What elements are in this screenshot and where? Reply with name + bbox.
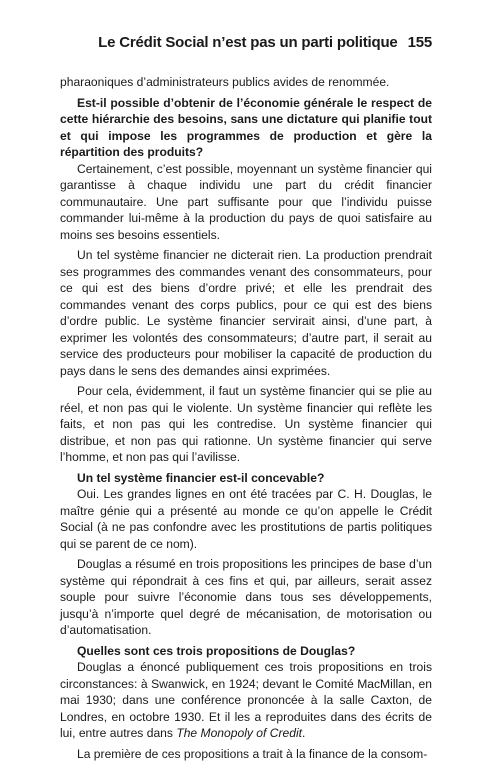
paragraph-text: Douglas a énoncé publiquement ces trois propositions en trois circonstances: à Swanwick, en 1924; devant le Comité MacMillan, en mai 1930; dans une conférence prononcée à la salle Caxton, de Londres, en octobre 1930. Et il les a reproduites dans des écrits de lui, entre autres dans	[60, 660, 432, 740]
paragraph: Certainement, c’est possible, moyennant un système financier qui garantisse à chaque individu une part du crédit financier communautaire. Une part suffisante pour que l’individu puisse commander lui-même à la production du pays de quoi satisfaire au moins ses besoins essentiels.	[60, 161, 432, 244]
page-body	[60, 74, 432, 762]
paragraph-continuation: pharaoniques d’administrateurs publics avides de renommée.	[60, 74, 432, 91]
chapter-title: Le Crédit Social n’est pas un parti politique	[98, 34, 397, 51]
paragraph-text: .	[302, 726, 305, 740]
question-heading: Est-il possible d’obtenir de l’économie générale le respect de cette hiérarchie des besoins, sans une dictature qui planifie tout et qui impose les programmes de production et gère la répartition des produits?	[60, 95, 432, 161]
page-number: 155	[408, 34, 432, 51]
book-page	[60, 34, 432, 762]
paragraph	[60, 659, 432, 742]
question-heading: Quelles sont ces trois propositions de Douglas?	[60, 643, 432, 660]
paragraph: Douglas a résumé en trois propositions les principes de base d’un système qui répondrait à ces fins et qui, par ailleurs, serait assez souple pour suivre l’économie dans tous ses développements, jusqu’à n’importe quel degré de mécanisation, de motorisation ou d’automatisation.	[60, 556, 432, 639]
paragraph: Pour cela, évidemment, il faut un système financier qui se plie au réel, et non pas qui le violente. Un système financier qui reflète les faits, et non pas qui les contredise. Un système financier qui distribue, et non pas qui rationne. Un système financier qui serve l’homme, et non pas qui l’avilisse.	[60, 383, 432, 466]
paragraph: La première de ces propositions a trait à la finance de la consom-	[60, 746, 432, 762]
paragraph: Un tel système financier ne dicterait rien. La production prendrait ses programmes des commandes venant des consommateurs, pour ce qui est des biens d’ordre privé; et elle les prendrait des commandes venant des corps publics, pour ce qui est des biens d’ordre public. Le système financier servirait ainsi, d’une part, à exprimer les volontés des consommateurs; d’autre part, il serait au service des producteurs pour mobiliser la capacité de production du pays dans le sens des demandes ainsi exprimées.	[60, 247, 432, 379]
book-title: The Monopoly of Credit	[176, 726, 302, 740]
running-header	[60, 34, 432, 58]
question-heading: Un tel système financier est-il concevable?	[60, 470, 432, 487]
paragraph: Oui. Les grandes lignes en ont été tracées par C. H. Douglas, le maître génie qui a présenté au monde ce qu’on appelle le Crédit Social (à ne pas confondre avec les prostitutions de partis politiques qui se parent de ce nom).	[60, 486, 432, 552]
